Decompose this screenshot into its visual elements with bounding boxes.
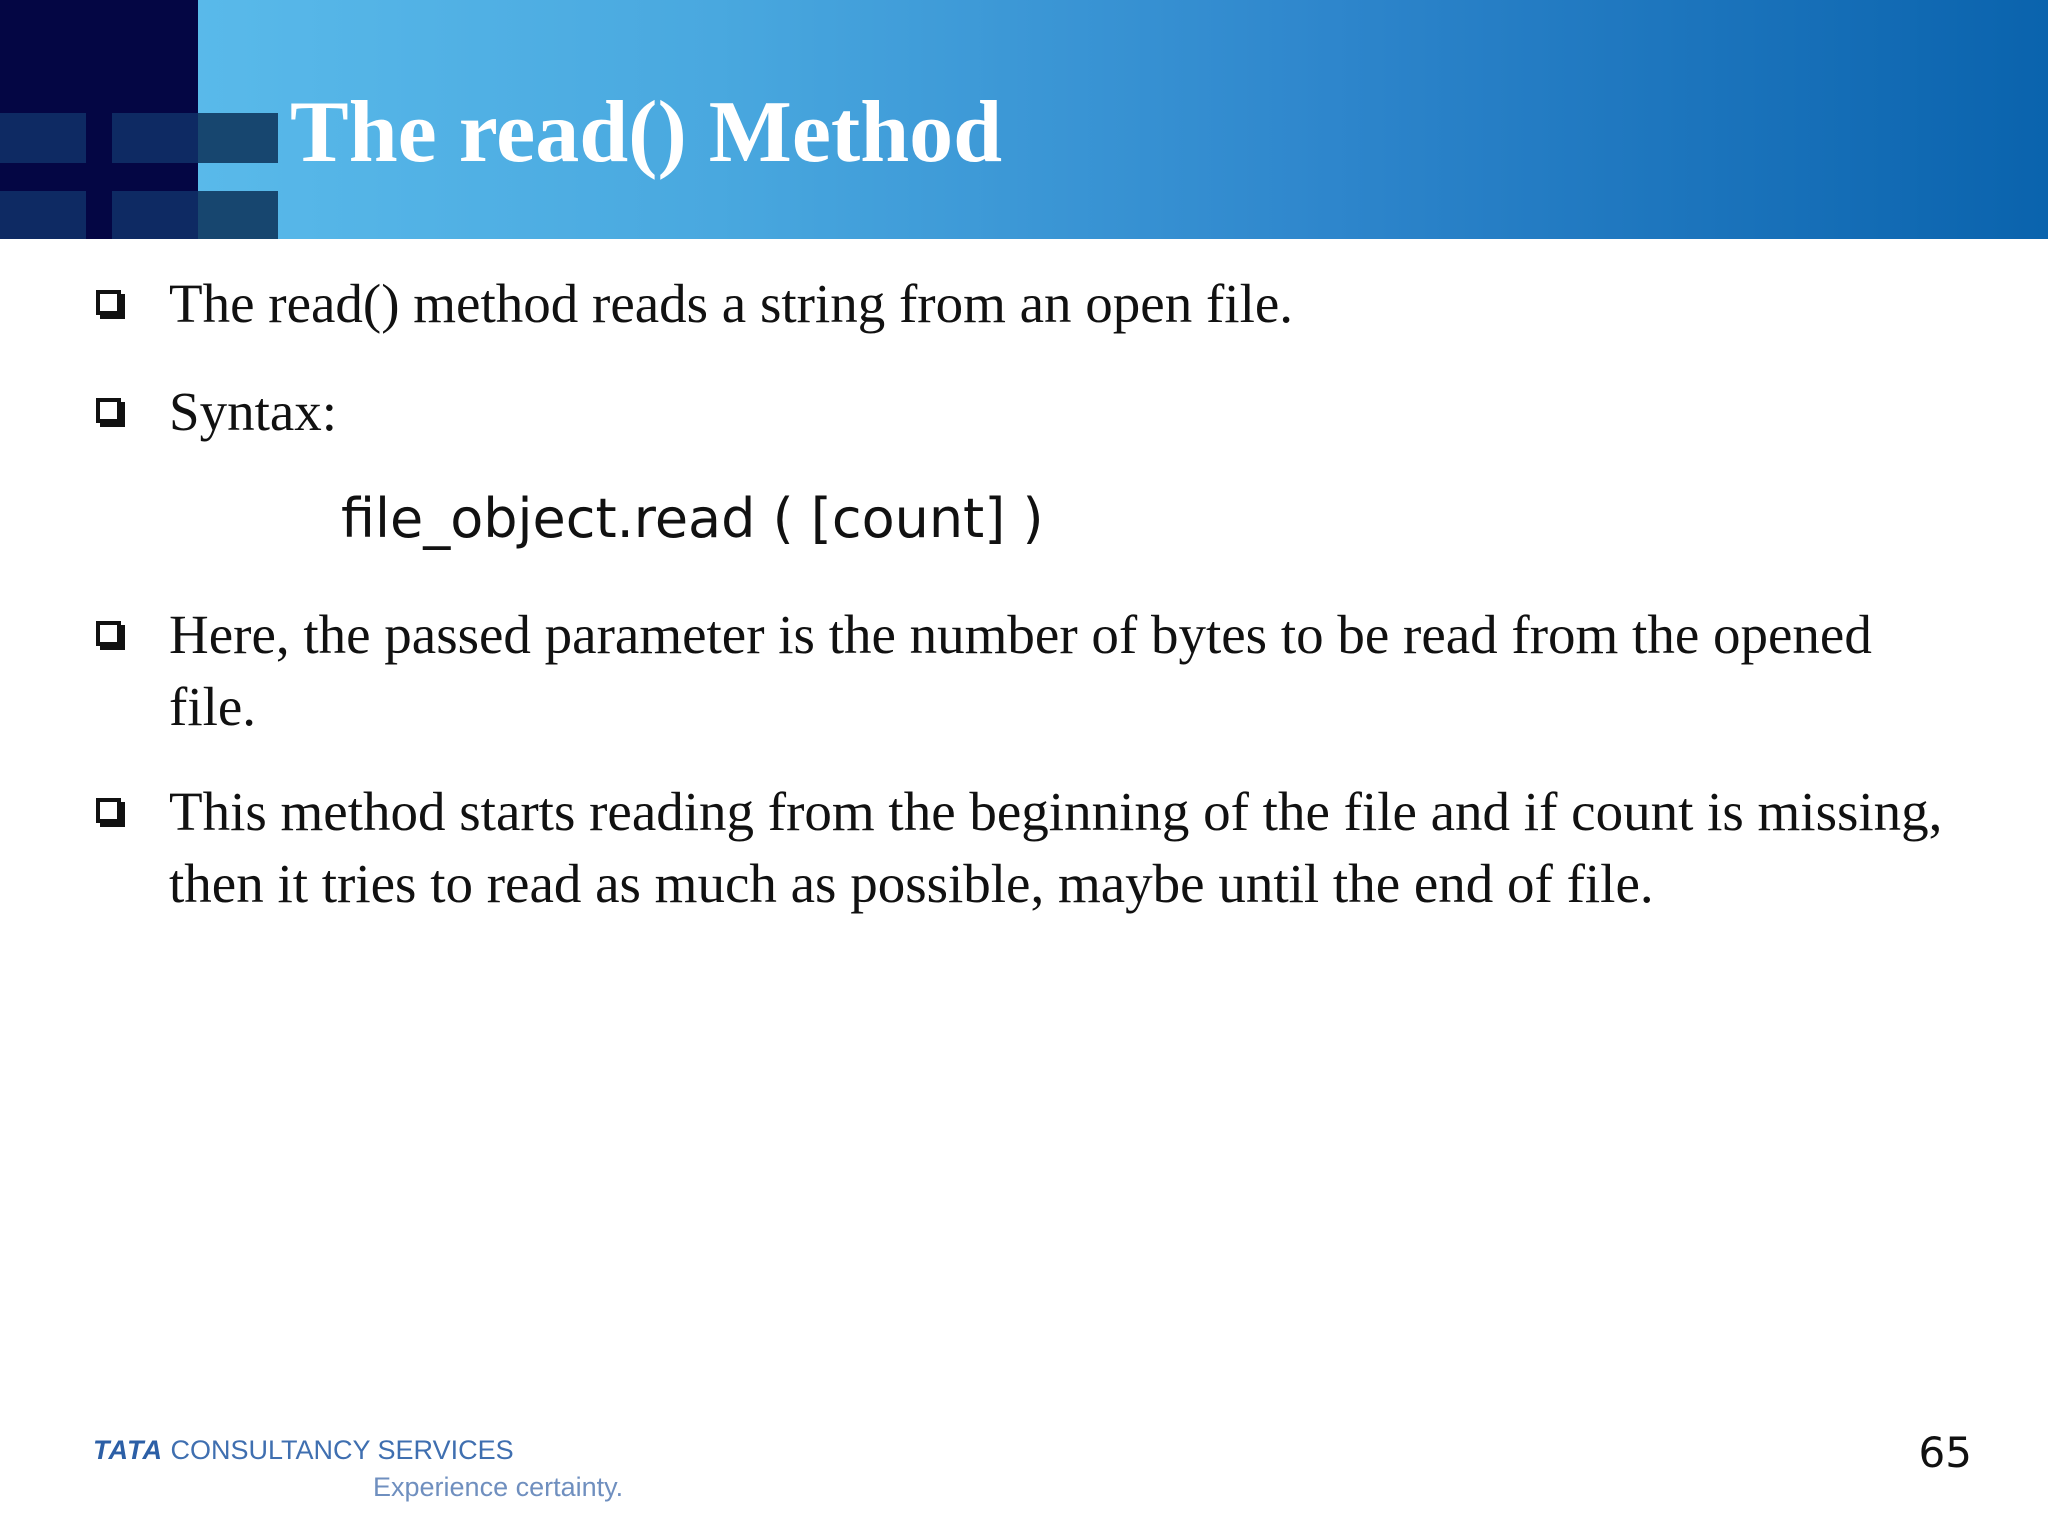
company-tagline: Experience certainty. [373, 1472, 624, 1502]
bullet-text: The read() method reads a string from an open file. [169, 273, 1294, 334]
bullet-text: Syntax: [169, 381, 338, 442]
checkbox-bullet-icon [96, 290, 121, 315]
logo-tata-wordmark: TATA [93, 1435, 163, 1465]
header-decor-tile [0, 191, 86, 239]
syntax-code: file_object.read ( [count] ) [341, 487, 1044, 550]
checkbox-bullet-icon [96, 798, 121, 823]
bullet-text: Here, the passed parameter is the number of bytes to be read from the opened file. [169, 604, 1872, 737]
company-logo [93, 1433, 514, 1467]
page-number: 65 [1918, 1428, 1972, 1477]
slide-title: The read() Method [290, 84, 1003, 181]
logo-company-name: CONSULTANCY SERVICES [170, 1435, 514, 1465]
header-decor-tile [198, 191, 278, 239]
header-decor-tile [112, 191, 198, 239]
header-decor-tile [198, 113, 278, 163]
checkbox-bullet-icon [96, 398, 121, 423]
header-decor-tile [0, 113, 86, 163]
header-decor-tile [112, 113, 198, 163]
checkbox-bullet-icon [96, 621, 121, 646]
bullet-text: This method starts reading from the beginning of the file and if count is missing, then it tries to read as much as possible, maybe until the end of file. [169, 781, 1943, 914]
slide-header [0, 0, 2048, 239]
